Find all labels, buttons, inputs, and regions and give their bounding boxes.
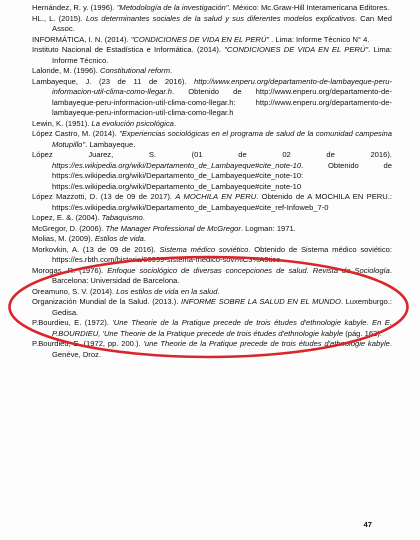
reference-entry xyxy=(32,45,392,66)
reference-entry xyxy=(32,77,392,119)
reference-text: . Luxemburgo.: Gedisa. xyxy=(52,297,392,317)
reference-text: . xyxy=(142,213,145,222)
reference-text: Morogas, R. (1976). xyxy=(32,265,108,275)
reference-text: Organización Mundial de la Salud. (2013.). xyxy=(32,297,181,306)
reference-text: . xyxy=(217,286,220,296)
reference-text: . xyxy=(173,118,176,128)
reference-entry xyxy=(32,35,392,46)
reference-title: La evolución psicológica xyxy=(91,118,174,128)
reference-title: Sistema médico soviético xyxy=(159,244,249,254)
reference-text: . xyxy=(143,234,146,243)
reference-title: A MOCHILA EN PERU xyxy=(175,192,257,201)
reference-entry xyxy=(32,3,392,14)
reference-title: Los estilos de vida en la salud xyxy=(116,286,218,296)
reference-text: Instituto Nacional de Estadística e Informática. (2014). xyxy=(32,45,225,54)
reference-title: The Manager Professional de McGregor xyxy=(105,223,241,233)
reference-text: Lambayeque, J. (23 de 11 de 2016). xyxy=(32,76,195,86)
reference-title: https://es.wikipedia.org/wiki/Departamento_de_Lambayeque#cite_note-10 xyxy=(52,160,302,170)
reference-entry xyxy=(32,129,392,150)
reference-text: INFORMÁTICA, I. N. (2014). xyxy=(32,34,131,44)
reference-title: "Metodología de la investigación" xyxy=(116,3,229,12)
reference-text: Hernández, R. y. (1996). xyxy=(32,3,117,12)
reference-text: López Juarez, S. (01 de 02 de 2016). xyxy=(32,150,392,159)
reference-text: Oreamuno, S. V. (2014). xyxy=(32,286,117,296)
reference-title: "CONDICIONES DE VIDA EN EL PERÚ" xyxy=(224,45,369,54)
reference-title: Estilos de vida xyxy=(94,234,144,243)
reference-text: López Castro, M. (2014). xyxy=(32,129,120,138)
reference-text: McGregor, D. (2006). xyxy=(32,223,106,233)
reference-text: Lalonde, M. (1996). xyxy=(32,66,100,75)
reference-list xyxy=(32,3,392,360)
reference-title: Los determinantes sociales de la salud y sus diferentes modelos explicativos xyxy=(85,13,355,23)
reference-entry xyxy=(32,266,392,287)
reference-entry xyxy=(32,245,392,266)
reference-title: 'une Theorie de la Pratique precede de trois études d'ethnologie kabyle xyxy=(143,339,390,348)
reference-entry xyxy=(32,318,392,339)
reference-text: . Genéve, Droz. xyxy=(52,339,393,359)
reference-text: . Lima: Informe Técnico. xyxy=(52,45,393,65)
reference-entry xyxy=(32,297,392,318)
reference-entry xyxy=(32,192,392,213)
page-number: 47 xyxy=(363,520,372,529)
reference-entry xyxy=(32,234,392,245)
reference-entry xyxy=(32,339,392,360)
reference-title: "Experiencias sociológicas en el programa de salud de la comunidad campesina Motupillo" xyxy=(52,129,392,149)
reference-text: . México: Mc.Graw-Hill Interamericana Editores. xyxy=(228,3,390,12)
reference-title: INFORME SOBRE LA SALUD EN EL MUNDO xyxy=(180,297,341,306)
reference-text: Molias, M. (2009). xyxy=(32,234,95,243)
reference-text: Morkovkin, A. (13 de 09 de 2016). xyxy=(32,244,160,254)
reference-text: Lewin, K. (1951). xyxy=(32,118,92,128)
reference-text: . Lima: Informe Técnico N° 4. xyxy=(269,34,370,44)
reference-text: . Obtenido de http://www.enperu.org/departamento-de-lambayeque-peru-informacion-util-clima-como-llegar.h: http://www.enperu.org/departamento-de-lambayeque-peru-informacion-util-clima-como-llegar.h xyxy=(52,87,392,117)
reference-title: http://www.enperu.org/departamento-de-lambayeque-peru-informacion-util-clima-como-llegar.h xyxy=(52,76,392,96)
reference-text: P.Bourdieu, E. (1972, pp. 200.). xyxy=(32,339,144,348)
reference-title: 'Une Theorie de la Pratique precede de trois études d'ethnologie kabyle. En E. P.BOURDIEU, 'Une Theorie de la Pratique precede de trois études d'ethnologie kabyle xyxy=(52,318,392,338)
reference-entry xyxy=(32,66,392,77)
reference-text: . xyxy=(170,66,173,75)
reference-text: . Can Med Assoc. xyxy=(52,13,392,33)
reference-entry xyxy=(32,119,392,130)
reference-title: Constitutional reform xyxy=(99,66,171,75)
reference-text: P.Bourdieu, E. (1972). xyxy=(32,318,113,327)
reference-text: . Logman: 1971. xyxy=(240,223,296,233)
reference-text: (pág. 162). xyxy=(343,328,382,338)
reference-text: López Mazzotti, D. (13 de 09 de 2017). xyxy=(32,192,176,201)
reference-text: . Obtenido de A MOCHILA EN PERU.: https://es.wikipedia.org/wiki/Departamento_de_Lambayeque#cite_ref-Infoweb_7-0 xyxy=(52,192,392,212)
reference-title: Enfoque sociológico de diversas concepciones de salud. Revista de Sociología xyxy=(107,265,390,275)
reference-text: HL., L. (2015). xyxy=(32,13,86,23)
reference-entry xyxy=(32,287,392,298)
reference-title: "CONDICIONES DE VIDA EN EL PERÚ" xyxy=(130,34,270,44)
reference-text: Lopez, E. &. (2004). xyxy=(32,213,102,222)
reference-text: . Barcelona: Universidad de Barcelona. xyxy=(52,265,393,285)
reference-text: . Obtenido de https://es.wikipedia.org/wiki/Departamento_de_Lambayeque#cite_note-10: https://es.wikipedia.org/wiki/Departamento_de_Lambayeque#cite_note-10 xyxy=(52,160,392,191)
reference-entry xyxy=(32,150,392,192)
reference-text: . Obtenido de Sistema médico soviético: https://es.rbth.com/historia/60999-sistema-medico-sovi%C3%A9tico xyxy=(52,244,392,264)
reference-text: . Lambayeque. xyxy=(85,139,136,149)
reference-entry xyxy=(32,224,392,235)
reference-entry xyxy=(32,213,392,224)
reference-title: Tabaquismo xyxy=(101,213,143,222)
reference-entry xyxy=(32,14,392,35)
